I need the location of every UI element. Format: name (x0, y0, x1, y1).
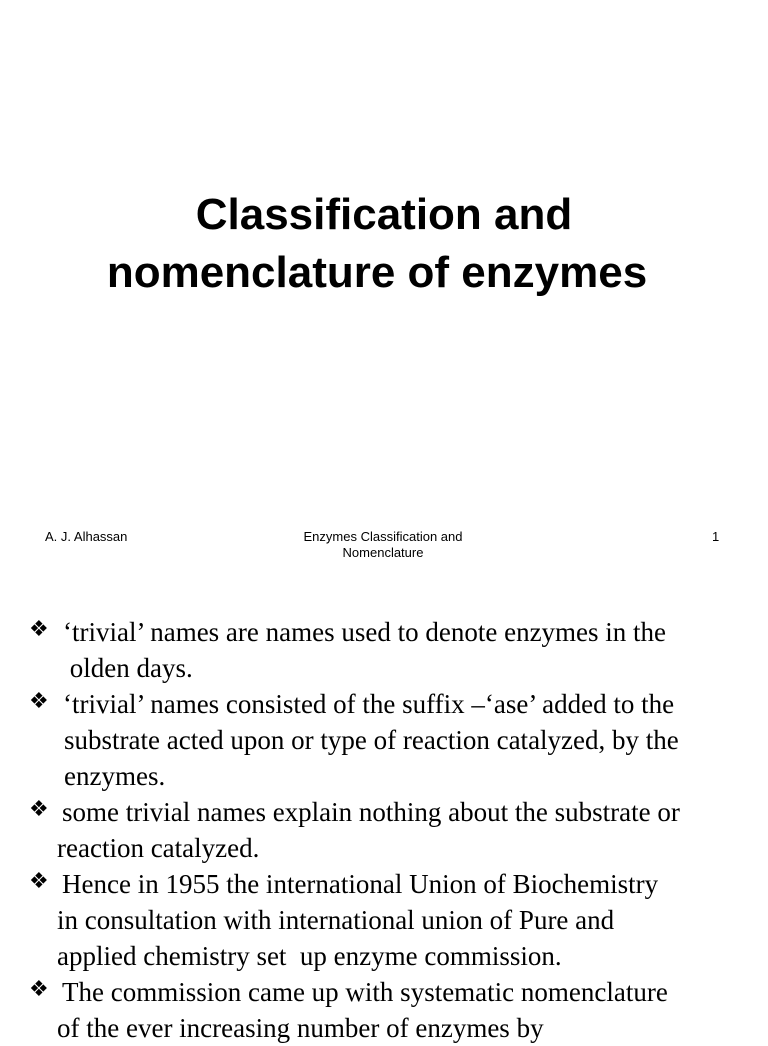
footer-topic-line: Nomenclature (342, 545, 424, 560)
slide-title (0, 186, 768, 302)
bullet-line: in consultation with international union of Pure and (57, 905, 615, 935)
bullet-line: ‘trivial’ names consisted of the suffix –‘ase’ added to the (63, 689, 675, 719)
four-diamond-bullet-icon: ❖ (29, 688, 49, 713)
bullet-line: olden days. (63, 653, 193, 683)
bullet-item (0, 794, 768, 866)
bullet-list (0, 614, 768, 1046)
bullet-item (0, 974, 768, 1046)
bullet-line: The commission came up with systematic nomenclature (62, 977, 668, 1007)
bullet-line: substrate acted upon or type of reaction catalyzed, by the (64, 725, 679, 755)
bullet-item (0, 866, 768, 974)
footer-slide-topic (284, 529, 482, 561)
four-diamond-bullet-icon: ❖ (29, 616, 49, 641)
bullet-line: enzymes. (64, 761, 166, 791)
title-line: Classification and (195, 190, 573, 239)
four-diamond-bullet-icon: ❖ (29, 976, 49, 1001)
bullet-line: reaction catalyzed. (57, 833, 260, 863)
footer-topic-line: Enzymes Classification and (303, 529, 463, 544)
bullet-item (0, 686, 768, 794)
title-line: nomenclature of enzymes (106, 248, 648, 297)
bullet-line: of the ever increasing number of enzymes by (57, 1013, 544, 1043)
bullet-line: ‘trivial’ names are names used to denote enzymes in the (63, 617, 667, 647)
bullet-item (0, 614, 768, 686)
four-diamond-bullet-icon: ❖ (29, 796, 49, 821)
four-diamond-bullet-icon: ❖ (29, 868, 49, 893)
footer-page-number: 1 (712, 529, 720, 544)
bullet-line: Hence in 1955 the international Union of Biochemistry (62, 869, 659, 899)
bullet-line: some trivial names explain nothing about the substrate or (62, 797, 680, 827)
footer-author: A. J. Alhassan (45, 529, 128, 544)
bullet-line: applied chemistry set up enzyme commission. (57, 941, 562, 971)
